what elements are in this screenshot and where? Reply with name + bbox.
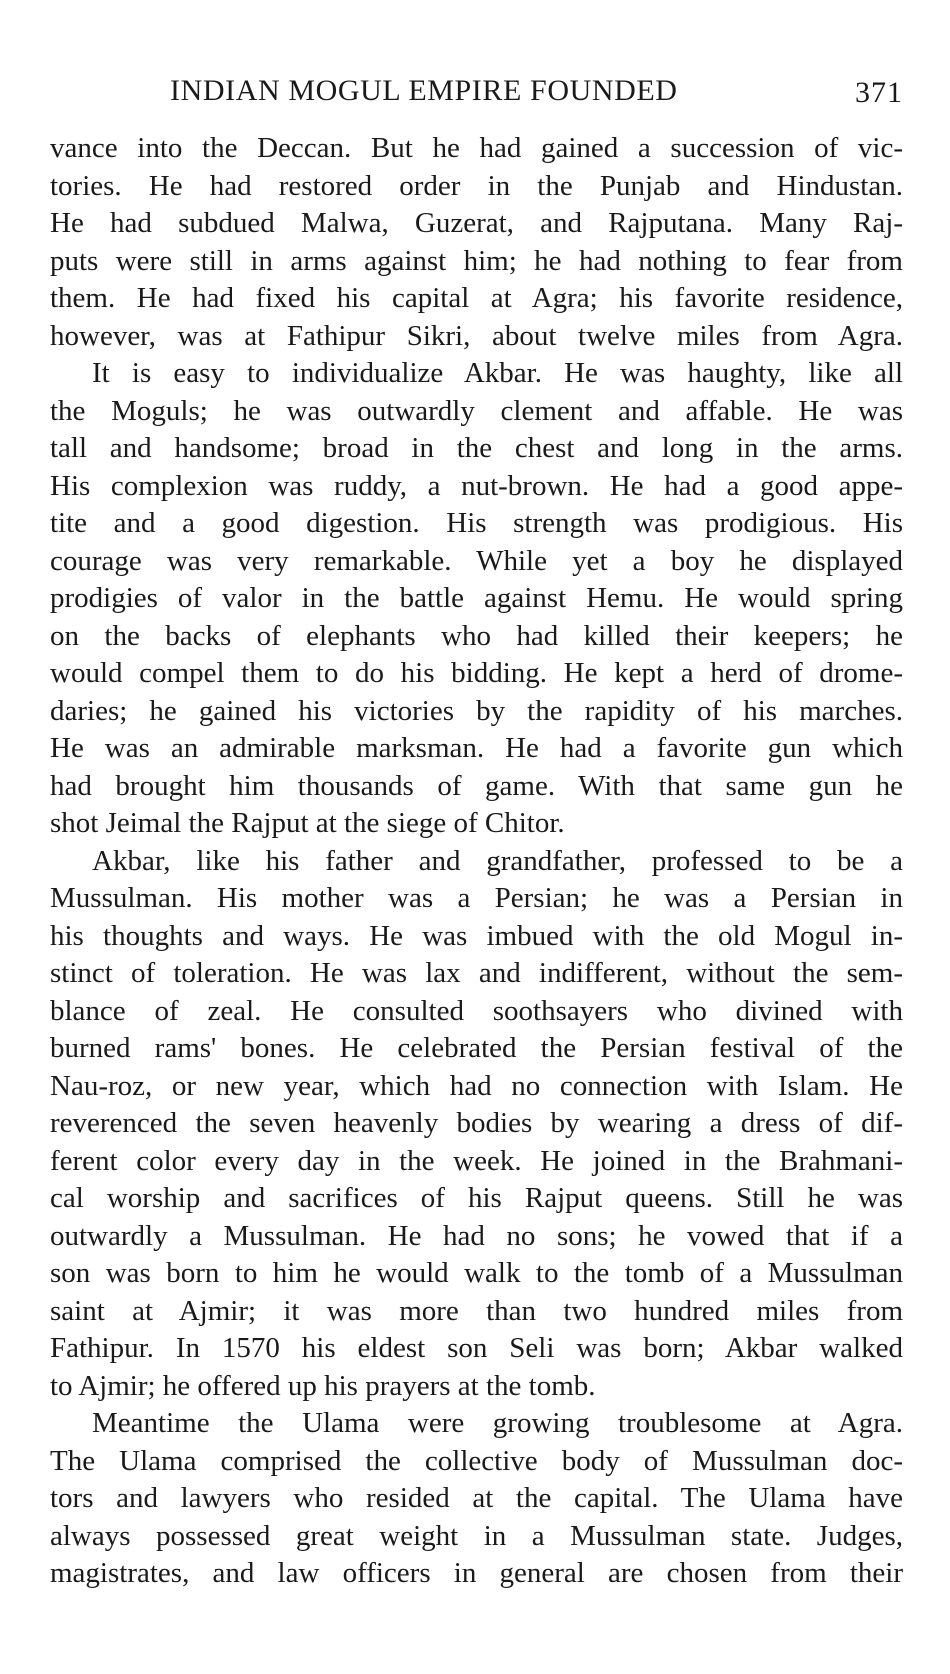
text-line: magistrates, and law officers in general are chosen from their — [50, 1557, 903, 1589]
text-line: on the backs of elephants who had killed their keepers; he — [50, 619, 903, 652]
text-line: cal worship and sacrifices of his Rajput queens. Still he was — [50, 1182, 903, 1214]
text-line: stinct of toleration. He was lax and indifferent, without the sem- — [50, 957, 903, 989]
text-line: reverenced the seven heavenly bodies by wearing a dress of dif- — [50, 1107, 903, 1139]
running-title: INDIAN MOGUL EMPIRE FOUNDED — [170, 74, 678, 107]
text-line: It is easy to individualize Akbar. He was haughty, like all — [92, 357, 903, 389]
text-line: ferent color every day in the week. He joined in the Brahmani- — [50, 1144, 903, 1177]
text-line: his thoughts and ways. He was imbued with the old Mogul in- — [50, 919, 903, 952]
text-line: saint at Ajmir; it was more than two hundred miles from — [50, 1294, 903, 1327]
text-line: the Moguls; he was outwardly clement and affable. He was — [50, 394, 903, 427]
text-line: however, was at Fathipur Sikri, about twelve miles from Agra. — [50, 319, 903, 352]
text-line: Fathipur. In 1570 his eldest son Seli was born; Akbar walked — [50, 1332, 903, 1364]
paragraph — [50, 355, 903, 843]
text-line: prodigies of valor in the battle against Hemu. He would spring — [50, 582, 903, 614]
running-head — [50, 64, 903, 112]
text-line: burned rams' bones. He celebrated the Persian festival of the — [50, 1032, 903, 1064]
text-line: tall and handsome; broad in the chest and long in the arms. — [50, 432, 903, 464]
paragraph — [50, 843, 903, 1406]
text-line: tories. He had restored order in the Punjab and Hindustan. — [50, 169, 903, 202]
text-line: vance into the Deccan. But he had gained a succession of vic- — [50, 132, 903, 164]
text-line: shot Jeimal the Rajput at the siege of Chitor. — [50, 807, 565, 839]
text-line: tors and lawyers who resided at the capital. The Ulama have — [50, 1482, 903, 1514]
text-line: had brought him thousands of game. With that same gun he — [50, 769, 903, 802]
text-line: courage was very remarkable. While yet a boy he displayed — [50, 544, 903, 577]
text-line: daries; he gained his victories by the rapidity of his marches. — [50, 694, 903, 727]
paragraph — [50, 130, 903, 355]
text-line: He was an admirable marksman. He had a favorite gun which — [50, 732, 903, 764]
text-line: puts were still in arms against him; he had nothing to fear from — [50, 244, 903, 277]
text-line: would compel them to do his bidding. He kept a herd of drome- — [50, 657, 903, 689]
text-line: outwardly a Mussulman. He had no sons; he vowed that if a — [50, 1219, 903, 1252]
text-line: Meantime the Ulama were growing troublesome at Agra. — [92, 1407, 903, 1439]
text-line: He had subdued Malwa, Guzerat, and Rajputana. Many Raj- — [50, 207, 903, 239]
text-line: The Ulama comprised the collective body of Mussulman doc- — [50, 1444, 903, 1477]
text-line: to Ajmir; he offered up his prayers at the tomb. — [50, 1369, 596, 1402]
paragraph — [50, 1405, 903, 1593]
text-line: Nau-roz, or new year, which had no connection with Islam. He — [50, 1069, 903, 1102]
body-text — [50, 130, 903, 1593]
text-line: son was born to him he would walk to the tomb of a Mussulman — [50, 1257, 903, 1289]
book-page — [50, 64, 903, 1593]
text-line: them. He had fixed his capital at Agra; his favorite residence, — [50, 282, 903, 314]
text-line: blance of zeal. He consulted soothsayers who divined with — [50, 994, 903, 1027]
text-line: always possessed great weight in a Mussulman state. Judges, — [50, 1519, 903, 1552]
page-number: 371 — [855, 76, 903, 109]
text-line: His complexion was ruddy, a nut-brown. He had a good appe- — [50, 469, 903, 502]
text-line: Akbar, like his father and grandfather, professed to be a — [92, 844, 903, 877]
text-line: Mussulman. His mother was a Persian; he was a Persian in — [50, 882, 903, 914]
text-line: tite and a good digestion. His strength was prodigious. His — [50, 507, 903, 539]
